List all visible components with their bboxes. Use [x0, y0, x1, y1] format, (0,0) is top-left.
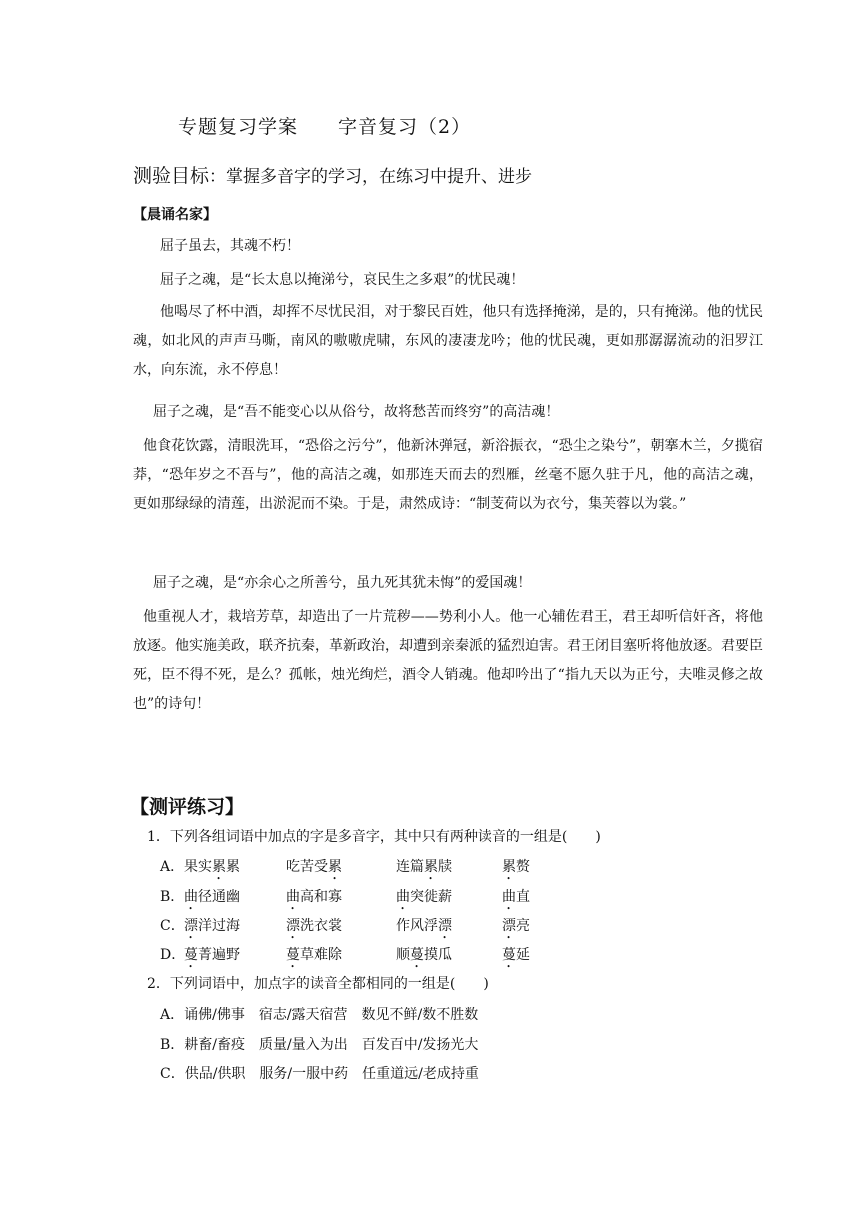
option-word: 顺蔓摸瓜	[396, 947, 452, 963]
paragraph: 屈子之魂，是“吾不能变心以从俗兮，故将愁苦而终穷”的高洁魂！	[153, 404, 560, 420]
exercise-header: 【测评练习】	[130, 796, 245, 818]
option-word: 漂洗衣裳	[286, 918, 342, 934]
option-word: 曲高和寡	[286, 889, 342, 905]
paragraph: 他重视人才，栽培芳草，却造出了一片荒秽——势利小人。他一心辅佐君王，君王却听信奸吝，将他放逐。他实施美政，联齐抗秦，革新政治，却遭到亲秦派的猛烈迫害。君王闭目塞听将他放逐。君要臣死，臣不得不死，是么？孤帐，烛光绚烂，酒令人销魂。他却吟出了“指九天以为正兮，夫唯灵修之故也”的诗句！	[133, 609, 763, 712]
option-label: C．	[160, 918, 185, 934]
section-label: 【晨诵名家】	[133, 207, 217, 223]
paragraph: 屈子之魂，是“长太息以掩涕兮，哀民生之多艰”的忧民魂！	[160, 272, 525, 288]
q2-option-a: A．诵佛/佛事 宿志/露天宿营 数见不鲜/数不胜数	[160, 1007, 479, 1023]
question-1: 1．下列各组词语中加点的字是多音字，其中只有两种读音的一组是( )	[147, 829, 601, 845]
q1-option-d	[160, 944, 530, 964]
paragraph: 他食花饮露，清眼洗耳，“恐俗之污兮”，他新沐弹冠，新浴振衣，“恐尘之染兮”，朝搴木兰，夕揽宿莽，“恐年岁之不吾与”，他的高洁之魂，如那连天而去的烈雁，丝毫不愿久驻于凡，他的高洁之魂，更如那绿绿的清莲，出淤泥而不染。于是，肃然成诗：“制芰荷以为衣兮，集芙蓉以为裳。”	[133, 438, 763, 512]
option-word: 曲直	[502, 889, 530, 905]
option-label: D．	[160, 947, 186, 963]
option-word: 连篇累牍	[396, 859, 452, 875]
option-label: B．	[160, 889, 185, 905]
option-word: 作风浮漂	[396, 918, 452, 934]
option-word: 漂洋过海	[184, 918, 240, 934]
option-word: 累赘	[502, 859, 530, 875]
paragraph: 他喝尽了杯中酒，却挥不尽忧民泪，对于黎民百姓，他只有选择掩涕，是的，只有掩涕。他的忧民魂，如北风的声声马嘶，南风的嗷嗷虎啸，东风的凄凄龙吟；他的忧民魂，更如那潺潺流动的汨罗江水，向东流，永不停息！	[133, 304, 763, 378]
paragraph: 屈子虽去，其魂不朽！	[160, 238, 300, 254]
option-label: A．	[160, 859, 185, 875]
option-word: 吃苦受累	[286, 859, 342, 875]
option-word: 蔓草难除	[286, 947, 342, 963]
option-word: 曲突徙薪	[396, 889, 452, 905]
paragraph: 屈子之魂，是“亦余心之所善兮，虽九死其犹未悔”的爱国魂！	[153, 575, 532, 591]
option-word: 曲径通幽	[184, 889, 240, 905]
q1-option-c	[160, 915, 530, 935]
q1-option-b	[160, 886, 530, 906]
option-word: 蔓延	[502, 947, 530, 963]
option-word: 漂亮	[502, 918, 530, 934]
option-word: 果实累累	[184, 859, 240, 875]
q2-option-c: C．供品/供职 服务/一服中药 任重道远/老成持重	[160, 1066, 479, 1082]
question-2: 2．下列词语中，加点字的读音全都相同的一组是( )	[147, 976, 489, 992]
goal-label: 测验目标	[133, 165, 210, 187]
goal-text: ：掌握多音字的学习，在练习中提升、进步	[209, 167, 533, 187]
test-goal	[133, 161, 532, 188]
q2-option-b: B．耕畜/畜疫 质量/量入为出 百发百中/发扬光大	[160, 1037, 479, 1053]
q1-option-a	[160, 856, 530, 876]
option-word: 蔓菁遍野	[184, 947, 240, 963]
page-title: 专题复习学案 字音复习（2）	[178, 116, 472, 138]
